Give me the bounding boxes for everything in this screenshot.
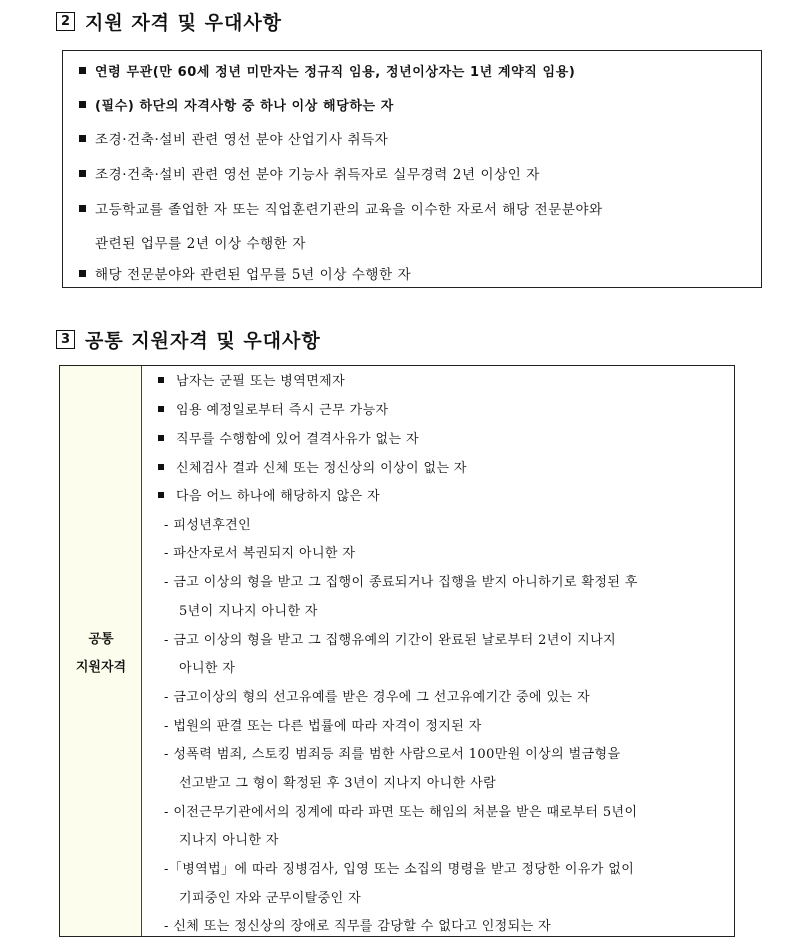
row-header-cell	[60, 366, 142, 936]
dash-item: - 성폭력 범죄, 스토킹 범죄등 죄를 범한 사람으로서 100만원 이상의 벌금형을	[164, 747, 621, 762]
list-item: 고등학교를 졸업한 자 또는 직업훈련기관의 교육을 이수한 자로서 해당 전문분야와	[79, 198, 603, 218]
section3-number-box: 3	[56, 330, 75, 349]
dash-item: - 신체 또는 정신상의 장애로 직무를 감당할 수 없다고 인정되는 자	[164, 919, 552, 934]
bullet-item: 다음 어느 하나에 해당하지 않은 자	[158, 485, 380, 504]
dash-item-continuation: 기피중인 자와 군무이탈중인 자	[179, 891, 362, 906]
dash-item: - 금고 이상의 형을 받고 그 집행이 종료되거나 집행을 받지 아니하기로 확정된 후	[164, 575, 638, 590]
list-item: (필수) 하단의 자격사항 중 하나 이상 해당하는 자	[79, 95, 394, 114]
section2-title: 지원 자격 및 우대사항	[85, 12, 283, 34]
section2-heading	[56, 8, 282, 35]
requirements-table	[59, 365, 735, 937]
section2-number-box: 2	[56, 12, 75, 31]
square-bullet-icon	[79, 135, 86, 142]
bullet-item: 직무를 수행함에 있어 결격사유가 없는 자	[158, 428, 419, 447]
dash-item-continuation: 선고받고 그 형이 확정된 후 3년이 지나지 아니한 사람	[179, 776, 497, 791]
row-label-line1: 공통	[88, 632, 114, 647]
dash-item: - 파산자로서 복권되지 아니한 자	[164, 546, 356, 561]
dash-item-continuation: 5년이 지나지 아니한 자	[179, 604, 318, 619]
dash-item: - 피성년후견인	[164, 518, 252, 533]
square-bullet-icon	[158, 406, 164, 412]
dash-item-continuation: 아니한 자	[179, 661, 236, 676]
bullet-item: 임용 예정일로부터 즉시 근무 가능자	[158, 399, 389, 418]
list-item: 연령 무관(만 60세 정년 미만자는 정규직 임용, 정년이상자는 1년 계약직 임용)	[79, 61, 575, 80]
list-item: 조경·건축·설비 관련 영선 분야 산업기사 취득자	[79, 128, 388, 148]
dash-item: - 이전근무기관에서의 징계에 따라 파면 또는 해임의 처분을 받은 때로부터 5년이	[164, 805, 638, 820]
square-bullet-icon	[158, 435, 164, 441]
dash-item: -「병역법」에 따라 징병검사, 입영 또는 소집의 명령을 받고 정당한 이유가 없이	[164, 862, 635, 877]
square-bullet-icon	[79, 205, 86, 212]
list-item: 조경·건축·설비 관련 영선 분야 기능사 취득자로 실무경력 2년 이상인 자	[79, 163, 540, 183]
dash-item: - 법원의 판결 또는 다른 법률에 따라 자격이 정지된 자	[164, 719, 482, 734]
section3-heading	[56, 326, 321, 353]
square-bullet-icon	[79, 67, 86, 74]
list-item: 해당 전문분야와 관련된 업무를 5년 이상 수행한 자	[79, 263, 411, 283]
dash-item: - 금고 이상의 형을 받고 그 집행유예의 기간이 완료된 날로부터 2년이 지나지	[164, 633, 617, 648]
square-bullet-icon	[79, 270, 86, 277]
section2-box	[62, 50, 762, 288]
square-bullet-icon	[158, 464, 164, 470]
square-bullet-icon	[158, 377, 164, 383]
square-bullet-icon	[79, 170, 86, 177]
square-bullet-icon	[158, 492, 164, 498]
section3-title: 공통 지원자격 및 우대사항	[85, 330, 321, 352]
dash-item-continuation: 지나지 아니한 자	[179, 833, 279, 848]
bullet-item: 신체검사 결과 신체 또는 정신상의 이상이 없는 자	[158, 457, 467, 476]
bullet-item: 남자는 군필 또는 병역면제자	[158, 370, 345, 389]
square-bullet-icon	[79, 101, 86, 108]
list-item-continuation: 관련된 업무를 2년 이상 수행한 자	[95, 236, 306, 252]
row-label-line2: 지원자격	[75, 660, 127, 675]
dash-item: - 금고이상의 형의 선고유예를 받은 경우에 그 선고유예기간 중에 있는 자	[164, 690, 590, 705]
